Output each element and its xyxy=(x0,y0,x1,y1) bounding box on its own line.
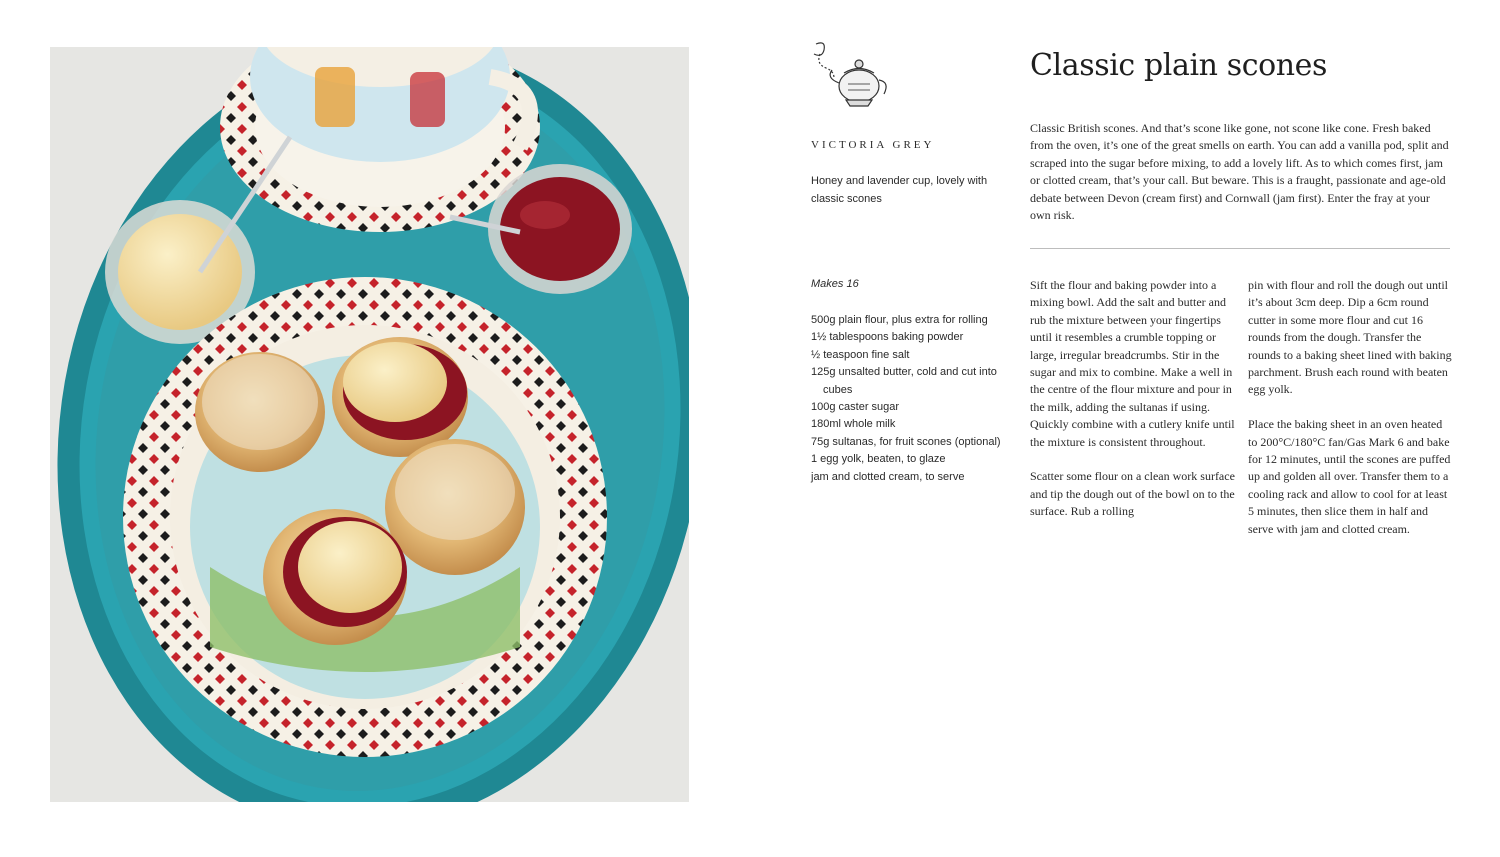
ingredient-item: 1 egg yolk, beaten, to glaze xyxy=(811,453,946,466)
method-paragraph: Scatter some flour on a clean work surface and tip the dough out of the bowl on to the surface. Rub a rolling xyxy=(1030,469,1235,519)
scones-photo xyxy=(50,47,689,802)
method-column-1 xyxy=(1030,277,1236,538)
ingredient-list xyxy=(811,312,1021,486)
method-column-2 xyxy=(1248,277,1454,555)
ingredient-item: 180ml whole milk xyxy=(811,418,896,431)
recipe-title: Classic plain scones xyxy=(1030,48,1328,83)
ingredient-item: 1½ tablespoons baking powder xyxy=(811,331,964,344)
method-paragraph: pin with flour and roll the dough out until it’s about 3cm deep. Dip a 6cm round cutter in some more flour and cut 16 rounds from the dough. Transfer the rounds to a baking sheet lined with baking parchment. Brush each round with beaten egg yolk. xyxy=(1248,278,1452,397)
divider xyxy=(1030,248,1450,249)
method-paragraph: Sift the flour and baking powder into a mixing bowl. Add the salt and butter and rub the mixture between your fingertips until it resembles a crumble topping or large, irregular breadcrumbs. Stir in the sugar and mix to combine. Make a well in the centre of the flour mixture and pour in the milk, adding the sultanas if using. Quickly combine with a cutlery knife until the mixture is consistent throughout. xyxy=(1030,278,1235,449)
tea-pairing-name: VICTORIA GREY xyxy=(811,139,935,151)
method-paragraph: Place the baking sheet in an oven heated to 200°C/180°C fan/Gas Mark 6 and bake for 12 minutes, until the scones are puffed up and golden all over. Transfer them to a cooling rack and allow to cool for at least 5 minutes, then slice them in half and serve with jam and clotted cream. xyxy=(1248,417,1451,536)
teapot-icon xyxy=(804,38,896,112)
recipe-yield: Makes 16 xyxy=(811,278,859,290)
ingredient-item: ½ teaspoon fine salt xyxy=(811,348,910,361)
ingredient-item: jam and clotted cream, to serve xyxy=(811,470,965,483)
ingredient-item: 100g caster sugar xyxy=(811,401,900,414)
ingredient-item: 75g sultanas, for fruit scones (optional) xyxy=(811,435,1001,448)
ingredient-item: 125g unsalted butter, cold and cut into cubes xyxy=(811,366,997,396)
ingredient-item: 500g plain flour, plus extra for rolling xyxy=(811,314,988,326)
tea-pairing-note: Honey and lavender cup, lovely with classic scones xyxy=(811,175,988,205)
recipe-intro: Classic British scones. And that’s scone like gone, not scone like cone. Fresh baked from the oven, it’s one of the great smells on earth. You can add a vanilla pod, split and scraped into the sugar before mixing, to add a lovely lift. As to which comes first, jam or clotted cream, that’s your call. But beware. This is a fraught, passionate and age-old debate between Devon (cream first) and Cornwall (jam first). Enter the fray at your own risk. xyxy=(1030,121,1449,223)
